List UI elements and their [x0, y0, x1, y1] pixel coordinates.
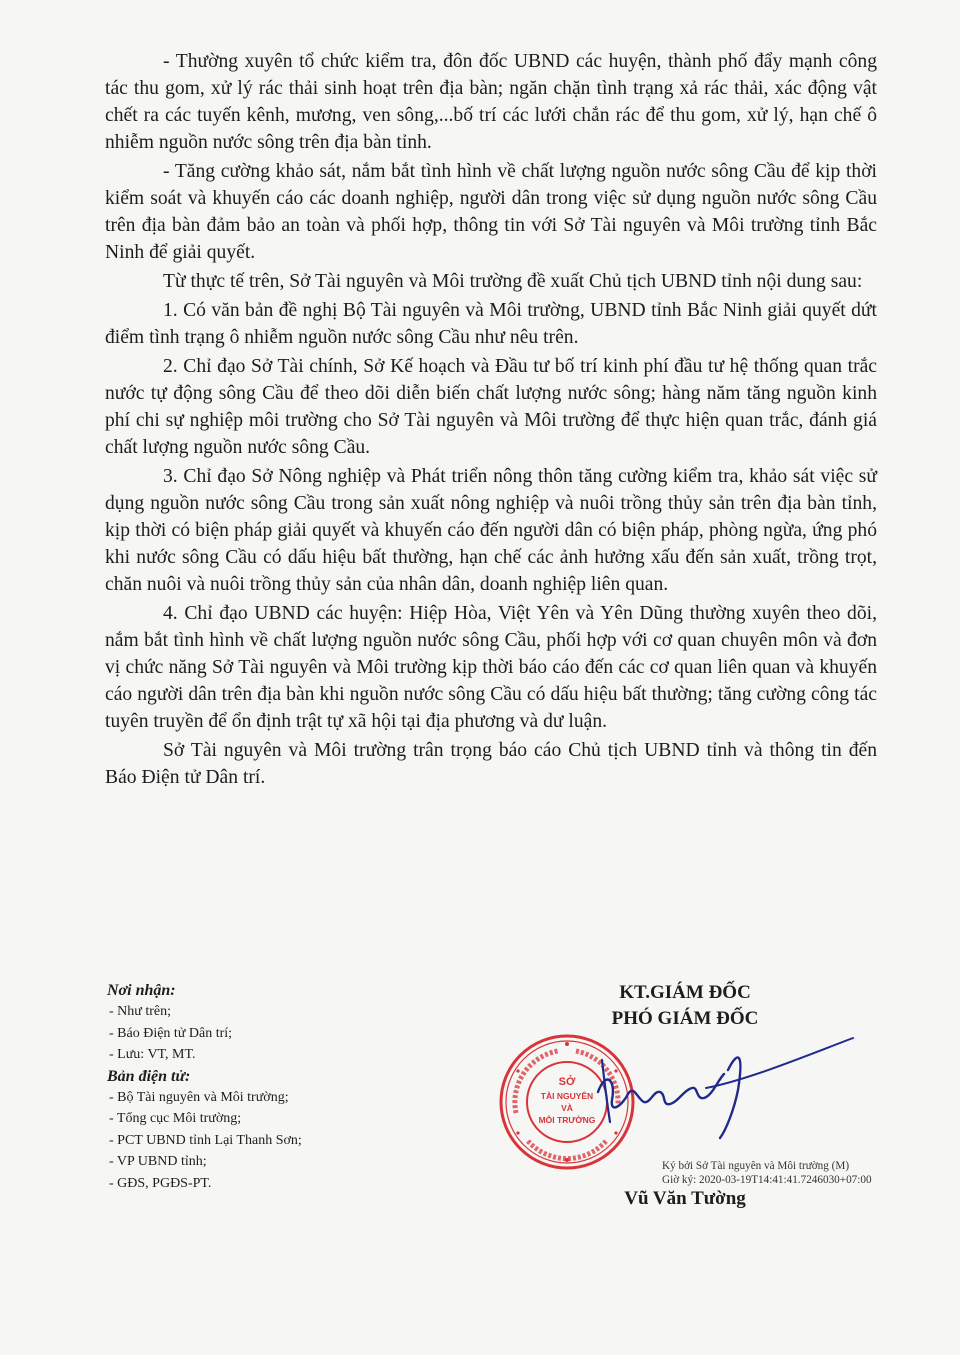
document-body [105, 48, 877, 793]
paragraph-item-3: 3. Chỉ đạo Sở Nông nghiệp và Phát triển nông thôn tăng cường kiểm tra, khảo sát việc sử dụng nguồn nước sông Cầu trong sản xuất nông nghiệp và nuôi trồng thủy sản trên địa bàn tỉnh, kịp thời có biện pháp giải quyết và khuyến cáo đến người dân có biện pháp, phòng ngừa, ứng phó khi nước sông Cầu có dấu hiệu bất thường, hạn chế các ảnh hưởng xấu đến sản xuất, trồng trọt, chăn nuôi và nuôi trồng thủy sản của nhân dân, doanh nghiệp liên quan. [105, 466, 877, 595]
paragraph-item-4: 4. Chỉ đạo UBND các huyện: Hiệp Hòa, Việt Yên và Yên Dũng thường xuyên theo dõi, nắm bắt tình hình về chất lượng nguồn nước sông Cầu, phối hợp với cơ quan chuyên môn và đơn vị chức năng Sở Tài nguyên và Môi trường kịp thời báo cáo đến các cơ quan liên quan và khuyến cáo người dân trên địa bàn khi nguồn nước sông Cầu có dấu hiệu bất thường; tăng cường công tác tuyên truyền để ổn định trật tự xã hội tại địa phương và dư luận. [105, 603, 877, 732]
recipient-item: - Như trên; [109, 1004, 172, 1020]
electronic-recipient-item: - VP UBND tỉnh; [109, 1154, 207, 1170]
recipient-item: - Báo Điện tử Dân trí; [109, 1025, 233, 1041]
paragraph-item-1: 1. Có văn bản đề nghị Bộ Tài nguyên và Môi trường, UBND tỉnh Bắc Ninh giải quyết dứt điểm tình trạng ô nhiễm nguồn nước sông Cầu như nêu trên. [105, 300, 877, 348]
electronic-recipients-heading: Bản điện tử: [107, 1067, 191, 1085]
recipients-block [107, 980, 467, 1194]
signature-title-line1: KT.GIÁM ĐỐC [619, 982, 751, 1003]
paragraph-waste-collection: - Thường xuyên tổ chức kiểm tra, đôn đốc UBND các huyện, thành phố đẩy mạnh công tác thu gom, xử lý rác thải sinh hoạt trên địa bàn; ngăn chặn tình trạng xả rác thải, xác động vật chết ra các tuyến kênh, mương, ven sông,...bố trí các lưới chắn rác để thu gom, xử lý, hạn chế ô nhiễm nguồn nước sông trên địa bàn tỉnh. [105, 51, 877, 153]
signer-name: Vũ Văn Tường [624, 1188, 746, 1209]
electronic-recipient-item: - Tổng cục Môi trường; [109, 1111, 242, 1127]
paragraph-proposal-intro: Từ thực tế trên, Sở Tài nguyên và Môi trường đề xuất Chủ tịch UBND tỉnh nội dung sau: [163, 271, 863, 292]
seal-line-4: MÔI TRƯỜNG [538, 1115, 596, 1125]
signature-title-block [585, 980, 785, 1032]
paragraph-river-survey: - Tăng cường khảo sát, nắm bắt tình hình về chất lượng nguồn nước sông Cầu để kịp thời kiểm soát và khuyến cáo các doanh nghiệp, người dân trong việc sử dụng nguồn nước sông Cầu trên địa bàn đảm bảo an toàn và phối hợp, thông tin với Sở Tài nguyên và Môi trường tỉnh Bắc Ninh để giải quyết. [105, 161, 877, 263]
electronic-recipient-item: - PCT UBND tỉnh Lại Thanh Sơn; [109, 1132, 302, 1148]
digital-signature-time: Giờ ký: 2020-03-19T14:41:41.7246030+07:00 [662, 1173, 872, 1186]
seal-line-2: TÀI NGUYÊN [540, 1091, 594, 1101]
recipients-heading: Nơi nhận: [107, 982, 176, 999]
handwritten-signature [588, 1030, 858, 1150]
recipient-item: - Lưu: VT, MT. [109, 1047, 196, 1063]
paragraph-item-2: 2. Chỉ đạo Sở Tài chính, Sở Kế hoạch và Đầu tư bố trí kinh phí đầu tư hệ thống quan trắc nước tự động sông Cầu để theo dõi diễn biến chất lượng nước sông; hàng năm tăng nguồn kinh phí chi sự nghiệp môi trường cho Sở Tài nguyên và Môi trường để thực hiện quan trắc, đánh giá chất lượng nguồn nước sông Cầu. [105, 356, 877, 458]
digital-signature-info [662, 1160, 960, 1187]
digital-signature-by: Ký bởi Sở Tài nguyên và Môi trường (M) [662, 1160, 850, 1172]
electronic-recipient-item: - Bộ Tài nguyên và Môi trường; [109, 1090, 289, 1106]
electronic-recipient-item: - GĐS, PGĐS-PT. [109, 1175, 212, 1191]
paragraph-closing: Sở Tài nguyên và Môi trường trân trọng báo cáo Chủ tịch UBND tỉnh và thông tin đến Báo Điện tử Dân trí. [105, 740, 877, 788]
seal-line-3: VÀ [561, 1103, 573, 1113]
seal-line-1: SỞ [558, 1076, 576, 1088]
signature-title-line2: PHÓ GIÁM ĐỐC [611, 1008, 759, 1029]
